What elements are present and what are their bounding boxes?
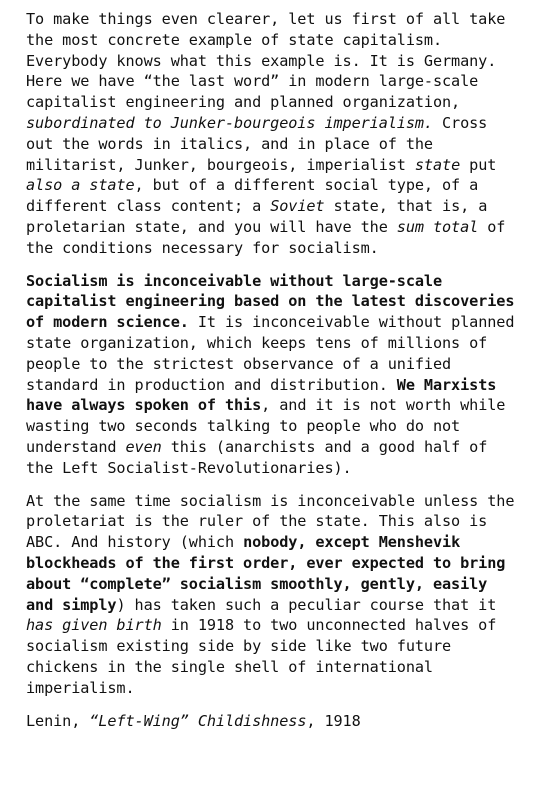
text-run: state, that is, a proletarian state, and you will have the (26, 197, 488, 236)
text-run: At the same time socialism is inconceivable unless the proletariat is the ruler of the state. This also is ABC. And history (which (26, 491, 515, 552)
citation-author: Lenin, (26, 711, 90, 730)
text-run: of the conditions necessary for socialism. (26, 217, 506, 257)
italic-text: sum total (396, 217, 479, 236)
paragraph-1 (26, 9, 520, 259)
bold-text: We Marxists have always spoken of this (26, 375, 497, 415)
text-run: , and it is not worth while wasting two seconds talking to people who do not understand (26, 396, 506, 456)
text-run: ) has taken such a peculiar course that it (116, 595, 497, 614)
italic-text: Soviet (270, 197, 325, 216)
italic-text: has given birth (26, 616, 162, 635)
bold-text: Socialism is inconceivable without large-scale capitalist engineering based on the latest discoveries of modern science. (26, 271, 515, 332)
italic-text: subordinated to Junker-bourgeois imperialism. (26, 113, 433, 132)
paragraph-2 (26, 271, 520, 479)
source-citation (26, 711, 520, 732)
text-run: It is inconceivable without planned state organization, which keeps tens of millions of people to the strictest observance of a unified standard in production and distribution. (26, 313, 515, 394)
italic-text: even (125, 437, 162, 456)
italic-text: also a state (26, 176, 135, 195)
text-run: Cross out the words in italics, and in place of the militarist, Junker, bourgeois, imperialist (26, 113, 488, 174)
paragraph-3 (26, 491, 520, 699)
bold-text: nobody, except Menshevik blockheads of the first order, ever expected to bring about “complete” socialism smoothly, gently, easily and simply (26, 533, 506, 614)
text-run: To make things even clearer, let us first of all take the most concrete example of state capitalism. Everybody knows what this example is. It is Germany. Here we have “the last word” in modern large-scale capitalist engineering and planned organization, (26, 10, 506, 112)
text-run: in 1918 to two unconnected halves of socialism existing side by side like two future chickens in the single shell of international imperialism. (26, 616, 497, 697)
text-run: put (460, 155, 497, 174)
text-run: this (anarchists and a good half of the Left Socialist-Revolutionaries). (26, 437, 488, 477)
citation-work-title: “Left-Wing” Childishness (89, 711, 307, 730)
citation-year: , 1918 (306, 711, 361, 730)
text-run: , but of a different social type, of a different class content; a (26, 176, 479, 216)
italic-text: state (414, 155, 461, 174)
